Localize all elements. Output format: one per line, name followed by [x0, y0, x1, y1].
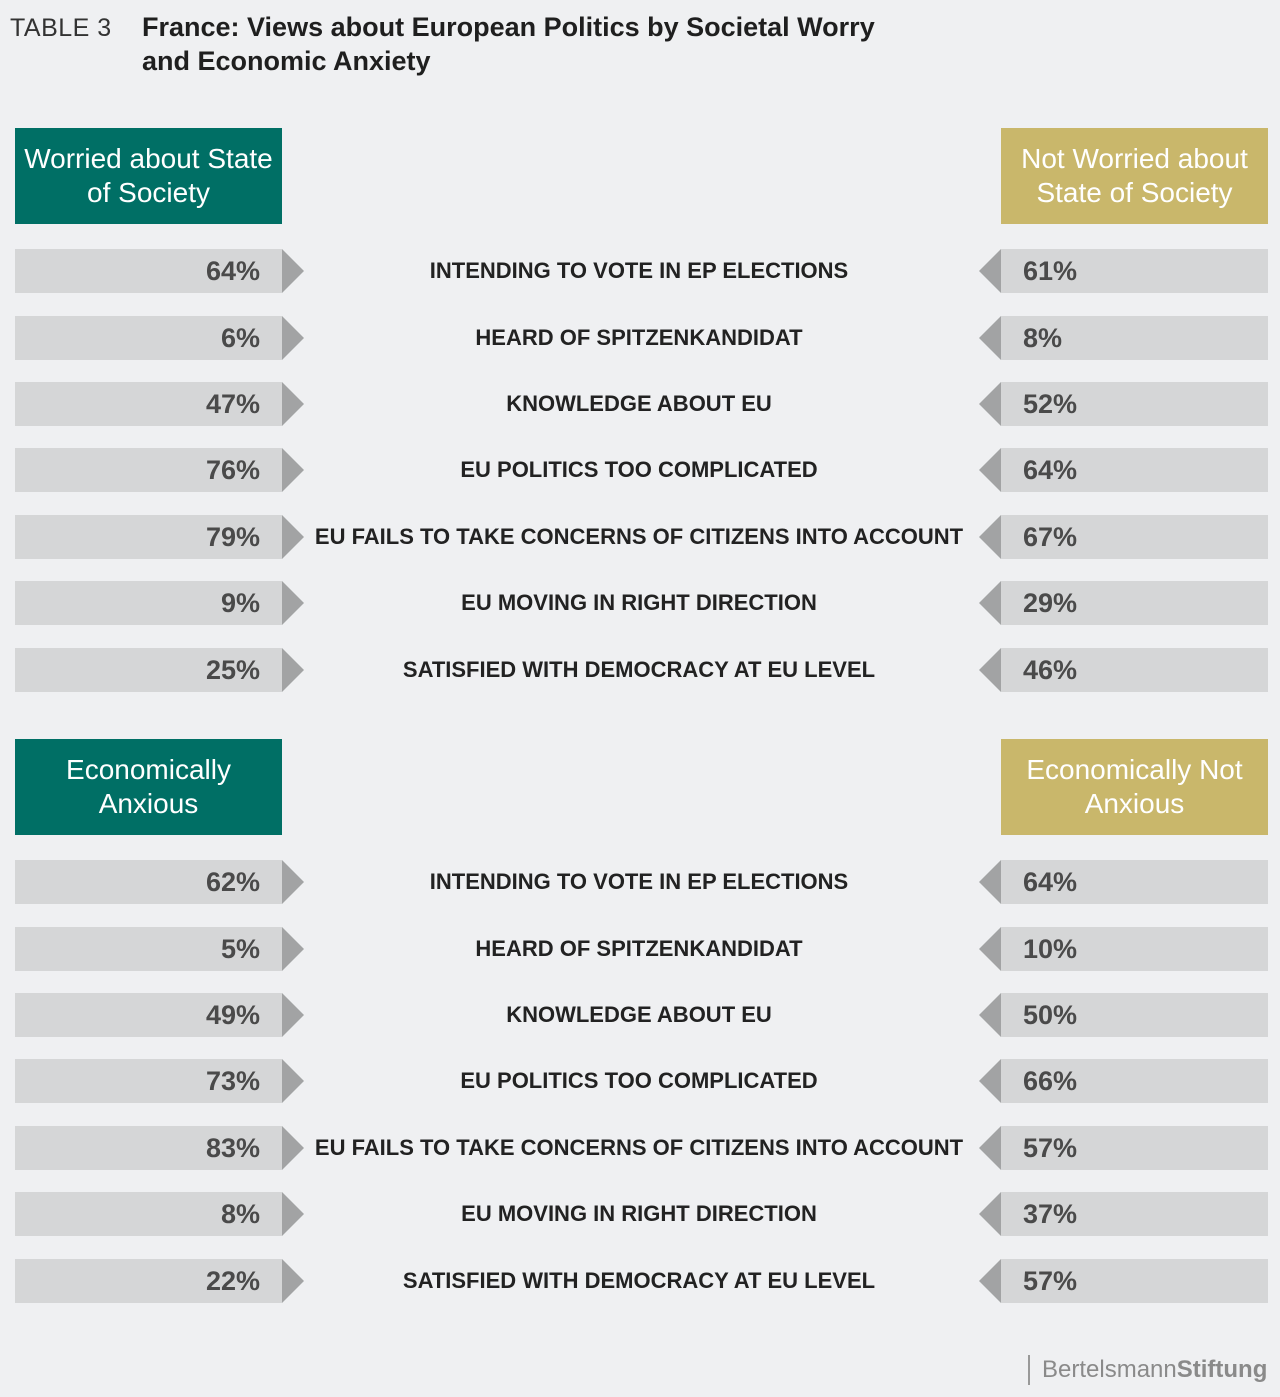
right-arrow-icon [282, 860, 304, 904]
left-value-bar [15, 1126, 282, 1170]
left-arrow-icon [979, 1192, 1001, 1236]
right-value: 37% [1023, 1199, 1078, 1229]
table-row [0, 860, 1280, 904]
row-label: EU MOVING IN RIGHT DIRECTION [461, 1201, 817, 1226]
left-arrow-icon [979, 448, 1001, 492]
left-value-bar [15, 382, 282, 426]
row-label: INTENDING TO VOTE IN EP ELECTIONS [429, 869, 849, 894]
right-value: 50% [1023, 1000, 1078, 1030]
page-title: France: Views about European Politics by Societal Worry and Economic Anxiety [142, 12, 875, 76]
right-value: 67% [1023, 522, 1078, 552]
left-value-bar [15, 515, 282, 559]
table-row [0, 382, 1280, 426]
left-arrow-icon [979, 382, 1001, 426]
table-row [0, 927, 1280, 971]
left-value: 49% [205, 1000, 260, 1030]
right-arrow-icon [282, 1192, 304, 1236]
table-row [0, 648, 1280, 692]
table-row [0, 1126, 1280, 1170]
row-label: SATISFIED WITH DEMOCRACY AT EU LEVEL [402, 657, 876, 682]
row-label: HEARD OF SPITZENKANDIDAT [475, 936, 803, 961]
left-value: 25% [205, 655, 260, 685]
right-arrow-icon [282, 1259, 304, 1303]
row-label: INTENDING TO VOTE IN EP ELECTIONS [429, 258, 849, 283]
table-row [0, 316, 1280, 360]
left-value-bar [15, 993, 282, 1037]
group-header-right: Economically Not Anxious [1001, 739, 1268, 835]
row-label: EU POLITICS TOO COMPLICATED [460, 457, 818, 482]
left-value-bar [15, 1259, 282, 1303]
brand-logo [1028, 1355, 1267, 1385]
left-value-bar [15, 316, 282, 360]
right-value: 8% [1023, 323, 1063, 353]
right-value: 57% [1023, 1133, 1078, 1163]
right-value: 10% [1023, 934, 1078, 964]
row-label: EU FAILS TO TAKE CONCERNS OF CITIZENS INTO ACCOUNT [314, 1135, 964, 1160]
left-value-bar [15, 1192, 282, 1236]
table-label: TABLE 3 [10, 14, 112, 42]
left-value-bar [15, 448, 282, 492]
right-value-bar [1001, 382, 1268, 426]
right-arrow-icon [282, 382, 304, 426]
right-value: 64% [1023, 867, 1078, 897]
left-arrow-icon [979, 249, 1001, 293]
left-value: 8% [220, 1199, 260, 1229]
right-value-bar [1001, 1126, 1268, 1170]
left-value: 47% [205, 389, 260, 419]
row-label: EU POLITICS TOO COMPLICATED [460, 1068, 818, 1093]
right-arrow-icon [282, 927, 304, 971]
left-value-bar [15, 249, 282, 293]
table-row [0, 1059, 1280, 1103]
right-value-bar [1001, 316, 1268, 360]
right-value-bar [1001, 927, 1268, 971]
row-label: KNOWLEDGE ABOUT EU [506, 391, 772, 416]
left-arrow-icon [979, 648, 1001, 692]
right-value-bar [1001, 249, 1268, 293]
right-value-bar [1001, 1259, 1268, 1303]
left-value: 9% [220, 588, 260, 618]
left-value: 73% [205, 1066, 260, 1096]
brand-name-part2: Stiftung [1176, 1356, 1268, 1383]
right-value-bar [1001, 993, 1268, 1037]
left-arrow-icon [979, 581, 1001, 625]
table-row [0, 1259, 1280, 1303]
header [10, 10, 1010, 80]
left-value: 5% [220, 934, 260, 964]
right-value: 66% [1023, 1066, 1078, 1096]
right-value-bar [1001, 860, 1268, 904]
left-value: 79% [205, 522, 260, 552]
left-value-bar [15, 1059, 282, 1103]
right-arrow-icon [282, 1126, 304, 1170]
group-header-left: Worried about State of Society [15, 128, 282, 224]
right-value-bar [1001, 581, 1268, 625]
row-label: KNOWLEDGE ABOUT EU [506, 1002, 772, 1027]
left-arrow-icon [979, 993, 1001, 1037]
left-arrow-icon [979, 316, 1001, 360]
right-arrow-icon [282, 249, 304, 293]
table-row [0, 581, 1280, 625]
right-value-bar [1001, 448, 1268, 492]
right-value: 61% [1023, 256, 1078, 286]
right-arrow-icon [282, 581, 304, 625]
right-arrow-icon [282, 316, 304, 360]
row-label: SATISFIED WITH DEMOCRACY AT EU LEVEL [402, 1268, 876, 1293]
left-value: 64% [205, 256, 260, 286]
left-value: 76% [205, 455, 260, 485]
left-value: 6% [220, 323, 260, 353]
row-label: EU MOVING IN RIGHT DIRECTION [461, 590, 817, 615]
left-arrow-icon [979, 515, 1001, 559]
left-value: 22% [205, 1266, 260, 1296]
left-value-bar [15, 648, 282, 692]
left-value-bar [15, 581, 282, 625]
row-label: HEARD OF SPITZENKANDIDAT [475, 325, 803, 350]
group-header-left: Economically Anxious [15, 739, 282, 835]
left-arrow-icon [979, 1259, 1001, 1303]
right-arrow-icon [282, 515, 304, 559]
table-row [0, 448, 1280, 492]
brand-name-part1: Bertelsmann [1042, 1356, 1177, 1383]
left-arrow-icon [979, 927, 1001, 971]
table-row [0, 249, 1280, 293]
group-header-right: Not Worried about State of Society [1001, 128, 1268, 224]
table-row [0, 515, 1280, 559]
left-value: 62% [205, 867, 260, 897]
right-value-bar [1001, 648, 1268, 692]
right-arrow-icon [282, 1059, 304, 1103]
row-label: EU FAILS TO TAKE CONCERNS OF CITIZENS INTO ACCOUNT [314, 524, 964, 549]
right-value: 52% [1023, 389, 1078, 419]
left-value-bar [15, 860, 282, 904]
right-arrow-icon [282, 448, 304, 492]
left-arrow-icon [979, 1059, 1001, 1103]
left-value: 83% [205, 1133, 260, 1163]
right-value-bar [1001, 1192, 1268, 1236]
right-value: 29% [1023, 588, 1078, 618]
table-row [0, 1192, 1280, 1236]
table-row [0, 993, 1280, 1037]
right-value: 57% [1023, 1266, 1078, 1296]
right-arrow-icon [282, 993, 304, 1037]
left-arrow-icon [979, 1126, 1001, 1170]
right-arrow-icon [282, 648, 304, 692]
left-arrow-icon [979, 860, 1001, 904]
left-value-bar [15, 927, 282, 971]
right-value-bar [1001, 515, 1268, 559]
right-value: 46% [1023, 655, 1078, 685]
right-value: 64% [1023, 455, 1078, 485]
right-value-bar [1001, 1059, 1268, 1103]
